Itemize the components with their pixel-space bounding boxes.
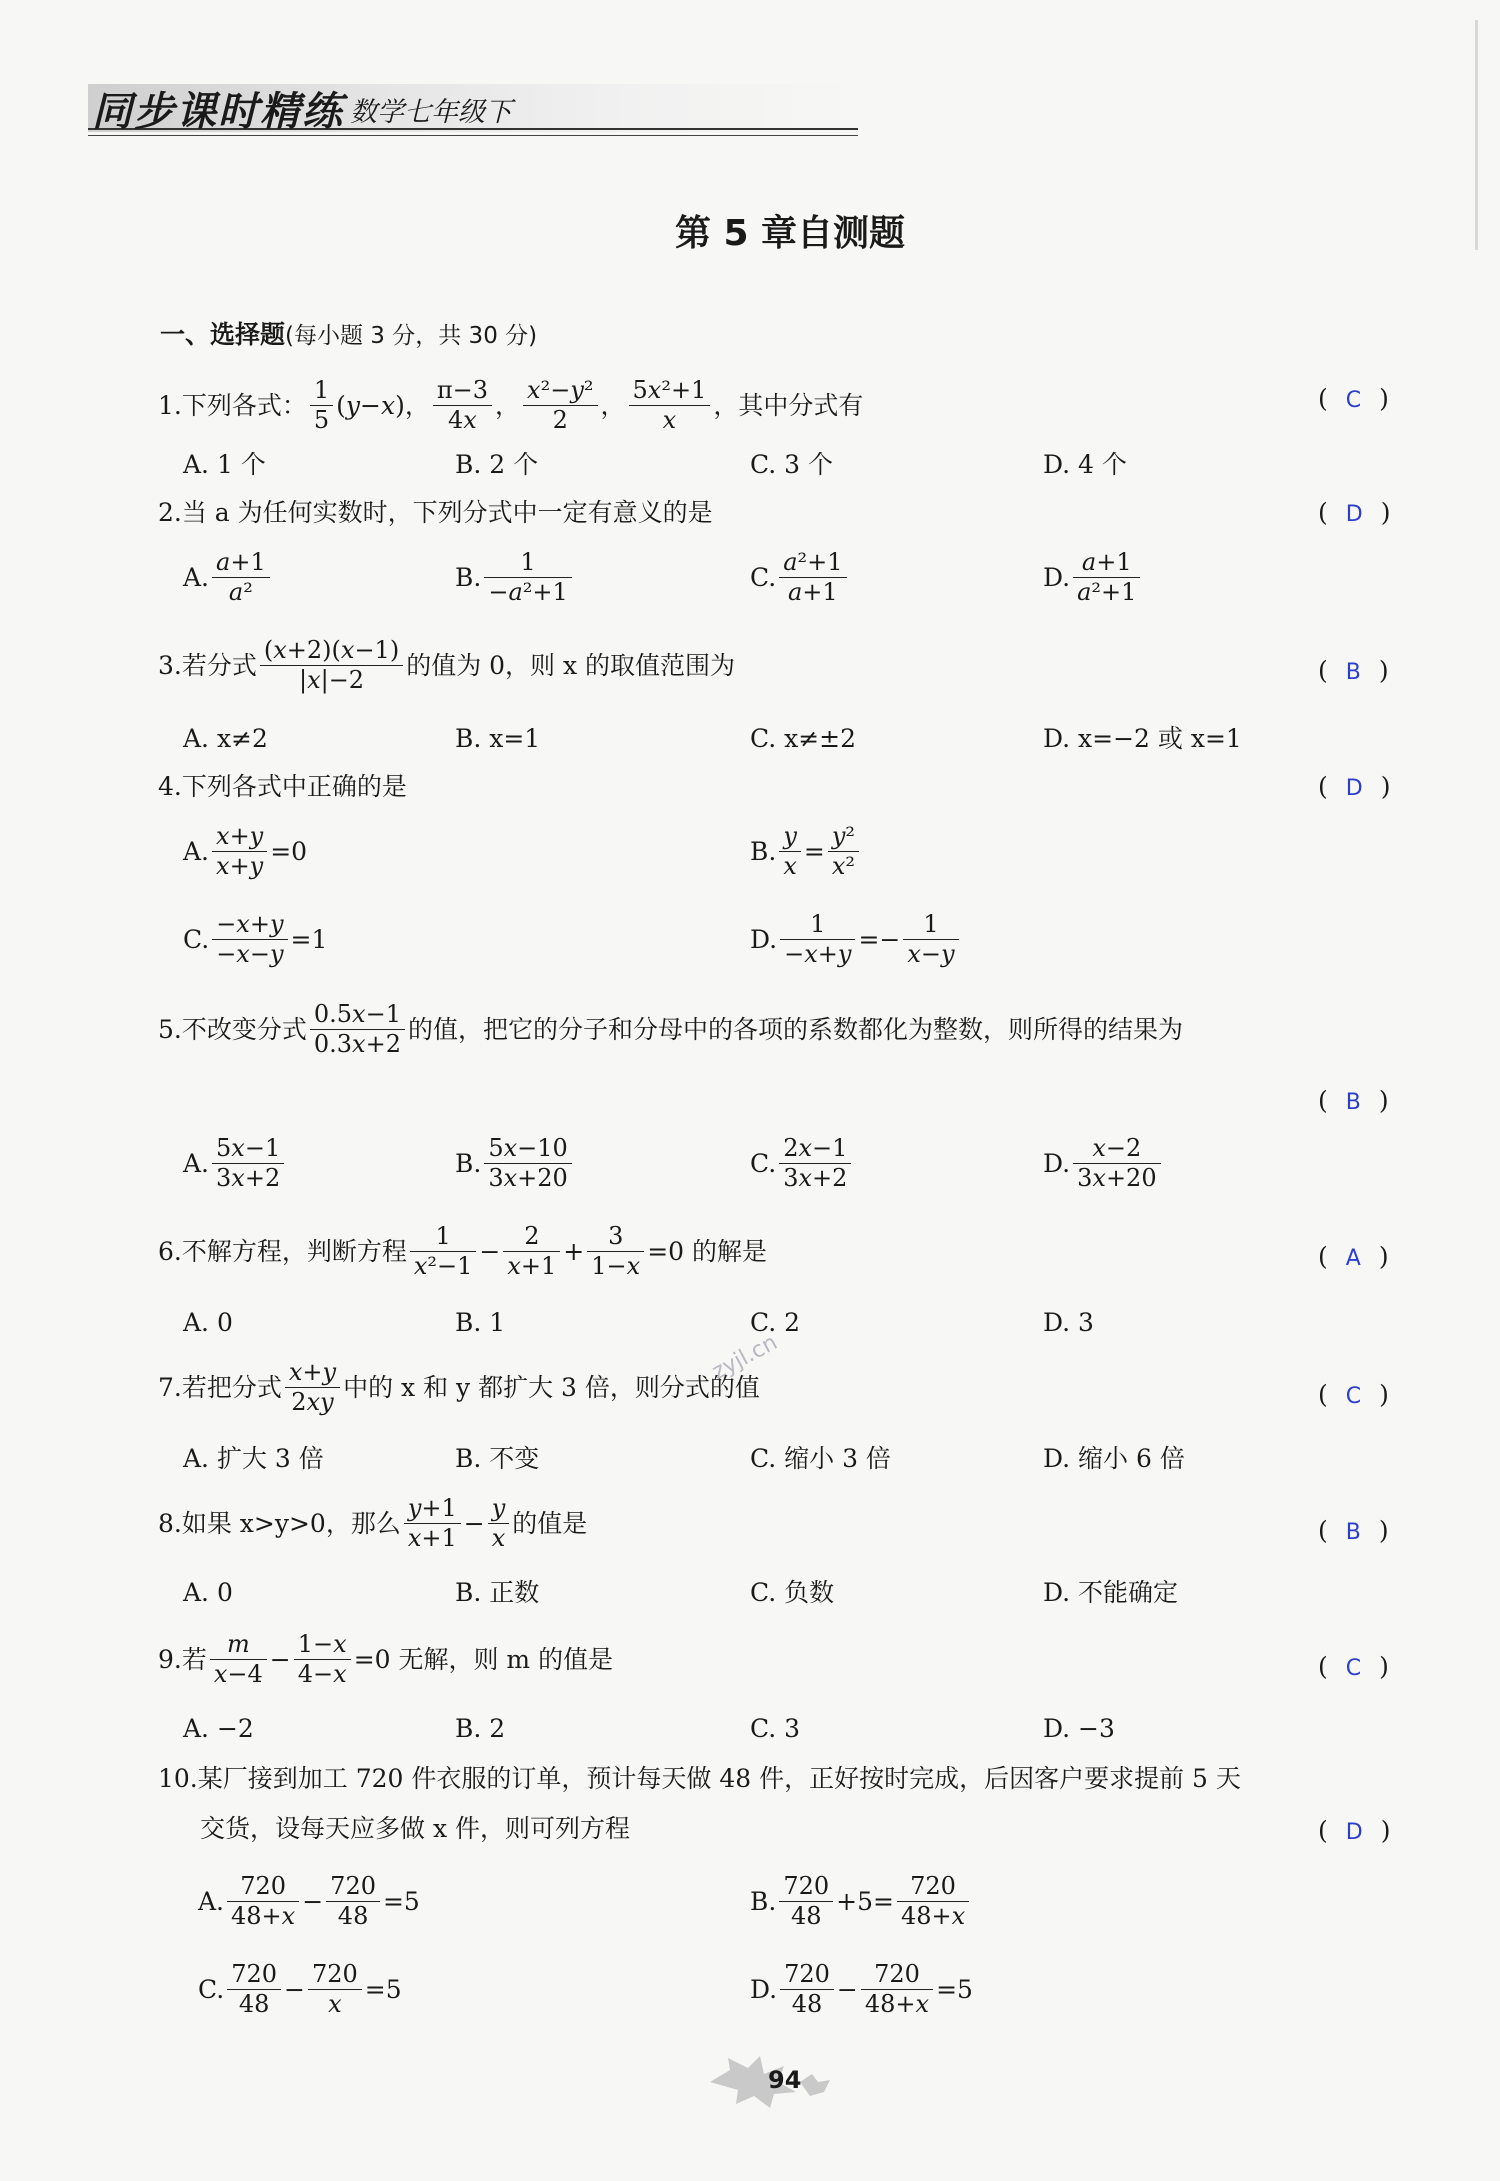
math-fraction: $\frac{m}{x-4}$: [210, 1630, 267, 1689]
answer-10: ( D ): [1318, 1816, 1391, 1845]
math-fraction: $\frac{\pi-3}{4x}$: [433, 376, 492, 435]
option-a: A. $\frac{a+1}{\text{a²}}$: [183, 548, 273, 607]
question-8: 8.如果 x>y>0，那么 $\frac{y+1}{x+1}$ − $\frac{y}{x}$ 的值是: [158, 1494, 588, 1552]
question-10-continued: 交货，设每天应多做 x 件，则可列方程: [200, 1814, 630, 1843]
option-b: B. 1: [455, 1308, 506, 1337]
answer-1: ( C ): [1318, 384, 1389, 413]
question-1: 1.下列各式： $\frac{1}{5}$ (y−x)， $\frac{\pi-3}{4x}$ ， $\frac{\text{x²−y²}}{2}$ ， $\frac{\text{5x²+1}}{x}$ ，其中分式有: [158, 376, 864, 434]
option-b: B. 2: [455, 1714, 506, 1743]
option-d: D. $\frac{1}{-x+y}$ =− $\frac{1}{x-y}$: [750, 910, 962, 969]
question-stem: 9.若: [158, 1644, 207, 1674]
question-tail: ，其中分式有: [713, 390, 864, 420]
option-b: B. x=1: [455, 724, 541, 753]
book-brand: 同步课时精练: [92, 89, 344, 135]
option-b: B. 不变: [455, 1444, 540, 1473]
question-tail: 的值为 0，则 x 的取值范围为: [406, 650, 736, 680]
option-a: A. $\frac{720}{48+x}$ − $\frac{720}{48}$ =5: [198, 1872, 420, 1930]
option-b: B. 2 个: [455, 450, 539, 479]
option-d: D. 4 个: [1043, 450, 1127, 479]
math-fraction: $\frac{3}{1-x}$: [587, 1222, 644, 1281]
question-tail: =0 的解是: [647, 1236, 767, 1266]
question-stem: 5.不改变分式: [158, 1014, 307, 1044]
page-header: [88, 78, 858, 140]
answer-8: ( B ): [1318, 1516, 1389, 1545]
section-heading: [160, 315, 537, 351]
math-fraction: $\frac{1}{5}$: [310, 376, 333, 435]
answer-7: ( C ): [1318, 1380, 1389, 1409]
question-5: [158, 1000, 1183, 1059]
section-label: 一、选择题: [160, 320, 286, 349]
option-a: A. $\frac{x+y}{x+y}$ =0: [183, 822, 308, 880]
math-fraction: $\frac{\text{x²−y²}}{2}$: [523, 376, 597, 435]
section-note: (每小题 3 分，共 30 分): [285, 323, 538, 349]
option-c: C. 缩小 3 倍: [750, 1444, 891, 1473]
answer-5: ( B ): [1318, 1086, 1389, 1115]
option-d: D. 3: [1043, 1308, 1094, 1337]
answer-2: ( D ): [1318, 498, 1391, 527]
option-a: A. $\frac{5x-1}{3x+2}$: [183, 1134, 287, 1193]
option-b: B. 正数: [455, 1578, 540, 1607]
option-c: C. 负数: [750, 1578, 835, 1607]
option-a: A. 0: [183, 1578, 233, 1607]
answer-3: ( B ): [1318, 656, 1389, 685]
option-c: C. $\frac{720}{48}$ − $\frac{720}{x}$ =5: [198, 1960, 402, 2018]
option-c: C. 3 个: [750, 450, 833, 479]
math-fraction: $\frac{(x+2)(x-1)}{|x|-2}$: [260, 636, 403, 695]
question-stem: 7.若把分式: [158, 1372, 282, 1402]
watermark: zyjl.cn: [708, 1330, 782, 1385]
question-4: 4.下列各式中正确的是: [158, 772, 407, 801]
option-d: D. $\frac{x-2}{3x+20}$: [1043, 1134, 1164, 1193]
option-d: D. 不能确定: [1043, 1578, 1179, 1607]
option-c: C. 2: [750, 1308, 801, 1337]
math-fraction: $\frac{0.5x-1}{0.3x+2}$: [310, 1000, 405, 1059]
option-a: A. 0: [183, 1308, 233, 1337]
option-b: B. $\frac{5x-10}{3x+20}$: [455, 1134, 575, 1193]
math-fraction: $\frac{1}{\text{x²−1}}$: [410, 1222, 477, 1281]
option-c: C. 3: [750, 1714, 801, 1743]
answer-6: ( A ): [1318, 1242, 1389, 1271]
answer-4: ( D ): [1318, 772, 1391, 801]
page-number: 94: [768, 2066, 802, 2094]
option-c: C. $\frac{2x-1}{3x+2}$: [750, 1134, 854, 1193]
question-9: 9.若 $\frac{m}{x-4}$ − $\frac{1-x}{4-x}$ =0 无解，则 m 的值是: [158, 1630, 614, 1688]
option-a: A. 扩大 3 倍: [183, 1444, 324, 1473]
math-fraction: $\frac{\text{5x²+1}}{x}$: [629, 376, 711, 435]
option-c: C. $\frac{\text{a²+1}}{a+1}$: [750, 548, 850, 607]
page-title: 第 5 章自测题: [674, 213, 906, 254]
math-fraction: $\frac{2}{x+1}$: [503, 1222, 560, 1281]
book-subject: 数学七年级下: [350, 97, 512, 128]
option-d: D. $\frac{a+1}{\text{a²+1}}$: [1043, 548, 1143, 607]
question-7: [158, 1358, 760, 1417]
option-a: A. x≠2: [183, 724, 268, 753]
question-stem: 3.若分式: [158, 650, 257, 680]
question-tail: 中的 x 和 y 都扩大 3 倍，则分式的值: [343, 1372, 760, 1402]
question-3: [158, 636, 735, 695]
question-tail: 的值是: [512, 1508, 588, 1538]
question-stem: 8.如果 x>y>0，那么: [158, 1508, 401, 1538]
option-b: B. $\frac{y}{x}$ = $\frac{\text{y²}}{\text{x²}}$: [750, 822, 862, 881]
math-fraction: $\frac{x+y}{2xy}$: [285, 1358, 340, 1417]
option-a: A. −2: [183, 1714, 254, 1743]
page-number-badge: [740, 2052, 860, 2112]
option-d: D. −3: [1043, 1714, 1115, 1743]
question-stem: 1.下列各式：: [158, 390, 307, 420]
question-stem: 6.不解方程，判断方程: [158, 1236, 407, 1266]
math-fraction: $\frac{y+1}{x+1}$: [404, 1494, 461, 1553]
question-tail: =0 无解，则 m 的值是: [353, 1644, 614, 1674]
option-c: C. $\frac{-x+y}{-x-y}$ =1: [183, 910, 328, 968]
question-2: 2.当 a 为任何实数时，下列分式中一定有意义的是: [158, 498, 713, 527]
question-10: 10.某厂接到加工 720 件衣服的订单，预计每天做 48 件，正好按时完成，后因客户要求提前 5 天: [158, 1764, 1241, 1793]
option-b: B. $\frac{720}{48}$ +5= $\frac{720}{48+x}$: [750, 1872, 972, 1931]
option-a: A. 1 个: [183, 450, 266, 479]
option-d: D. $\frac{720}{48}$ − $\frac{720}{48+x}$ =5: [750, 1960, 973, 2018]
option-d: D. x=−2 或 x=1: [1043, 724, 1242, 753]
question-6: 6.不解方程，判断方程 $\frac{1}{\text{x²−1}}$ − $\frac{2}{x+1}$ + $\frac{3}{1-x}$ =0 的解是: [158, 1222, 767, 1280]
option-b: B. $\frac{1}{\text{−a²+1}}$: [455, 548, 575, 607]
math-fraction: $\frac{1-x}{4-x}$: [294, 1630, 351, 1689]
question-tail: 的值，把它的分子和分母中的各项的系数都化为整数，则所得的结果为: [407, 1014, 1183, 1044]
answer-9: ( C ): [1318, 1652, 1389, 1681]
math-fraction: $\frac{y}{x}$: [488, 1494, 510, 1553]
option-c: C. x≠±2: [750, 724, 857, 753]
option-d: D. 缩小 6 倍: [1043, 1444, 1185, 1473]
